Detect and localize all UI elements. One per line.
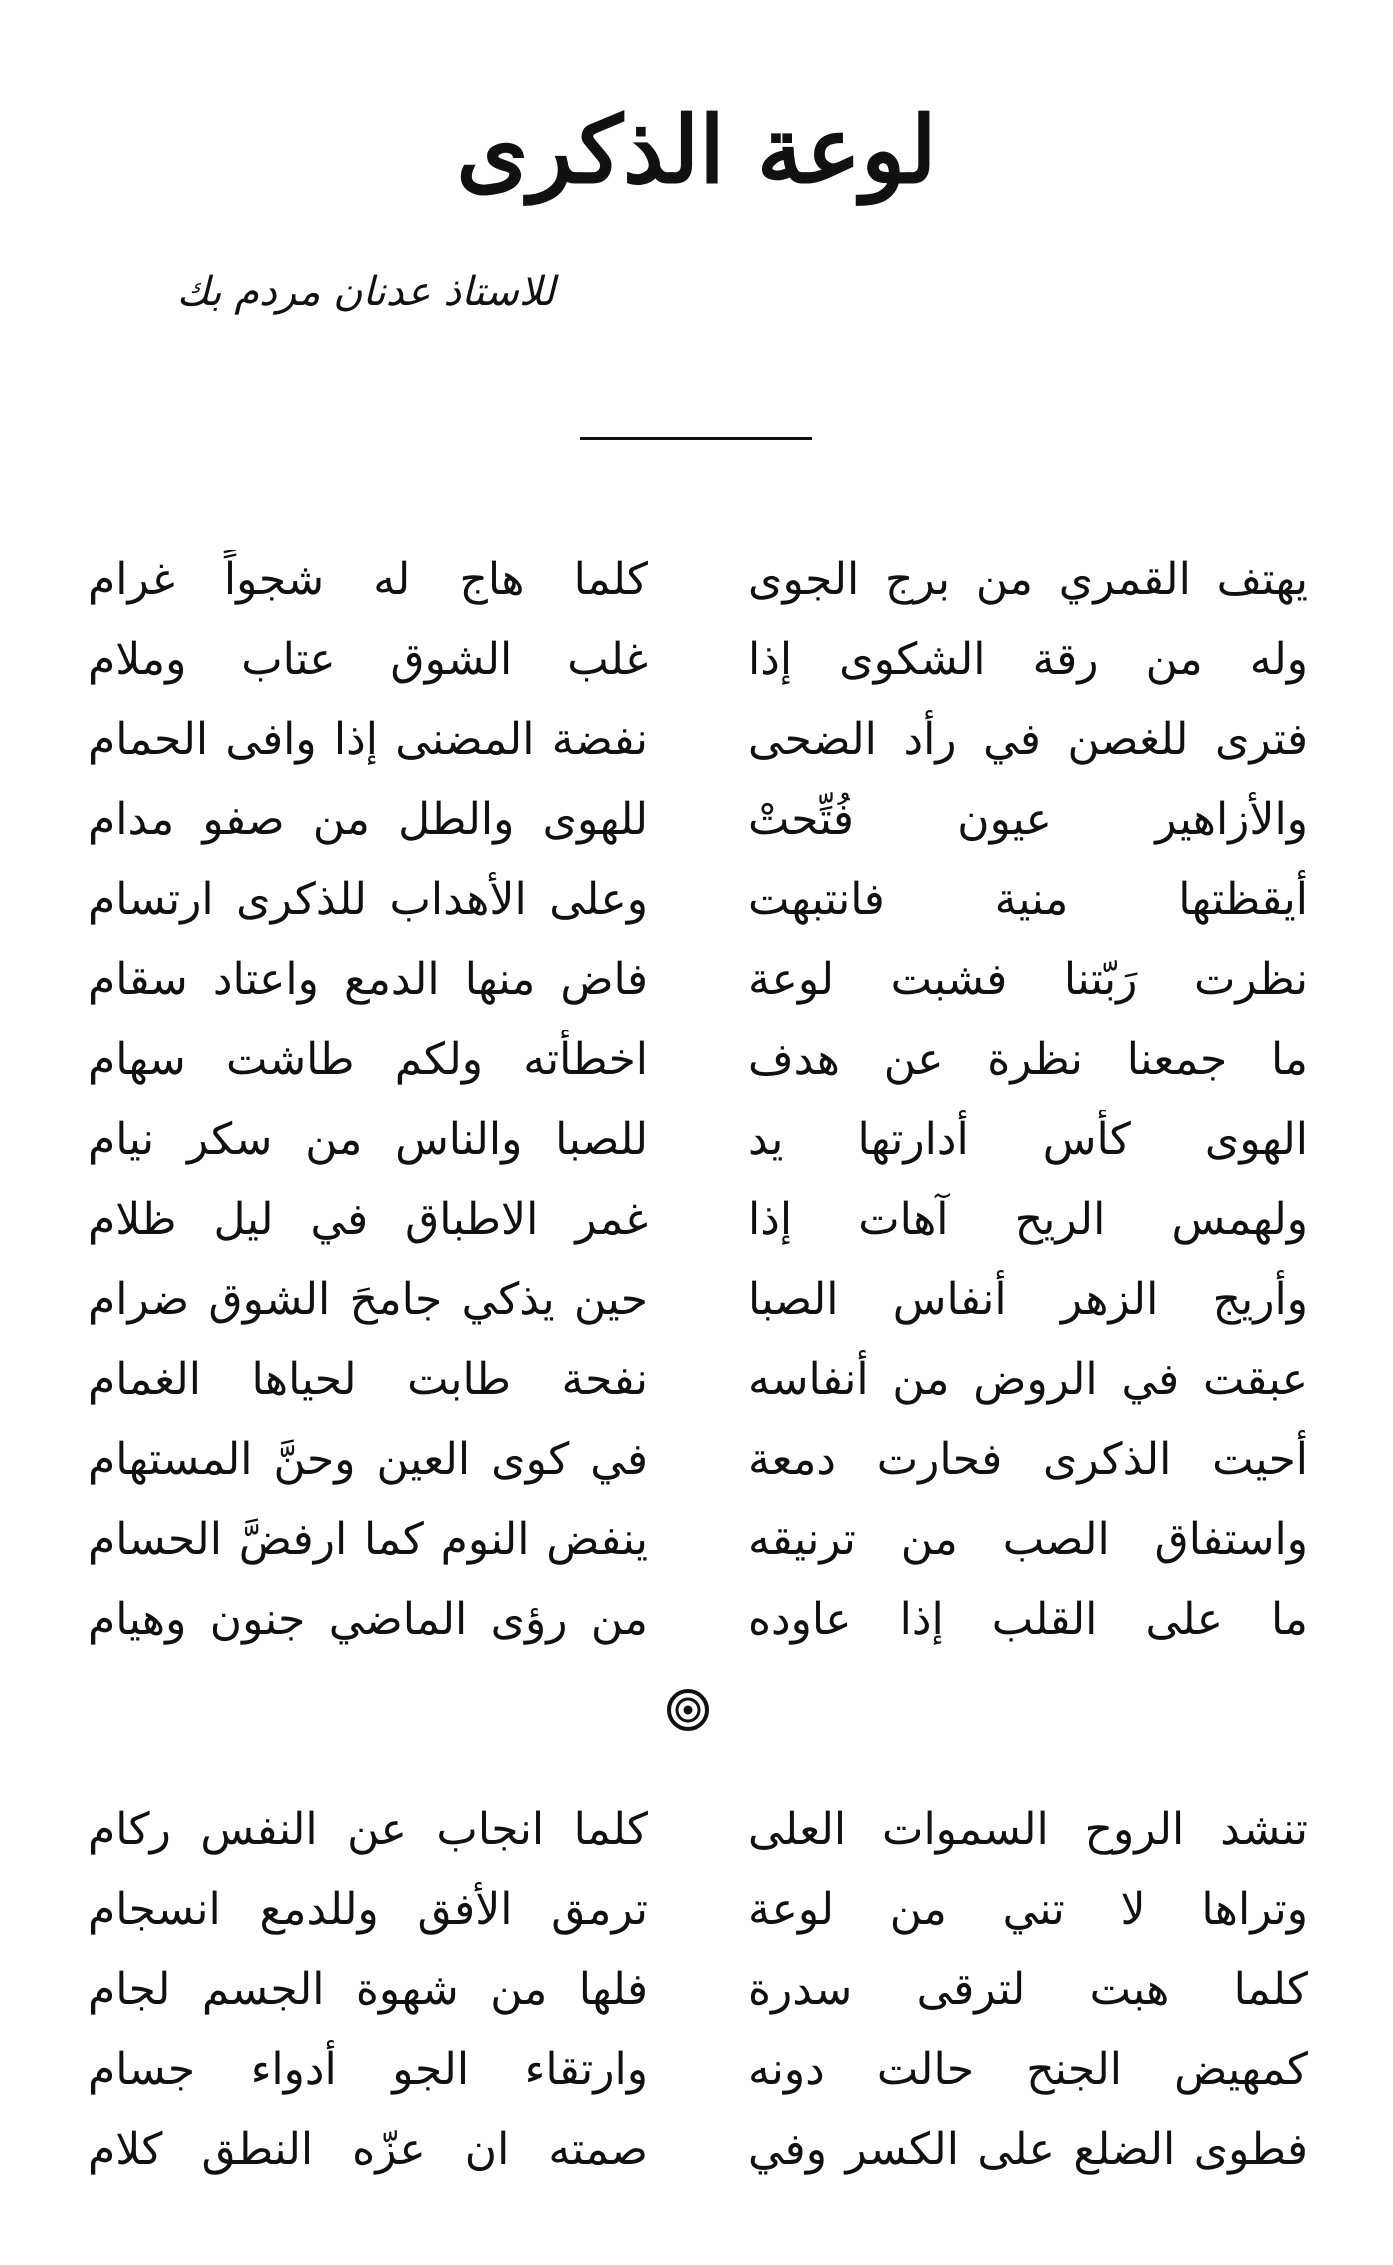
verse	[88, 2110, 1308, 2190]
verse-second-hemistich: نفحة طابت لحياها الغمام	[88, 1354, 648, 1405]
verse	[88, 1420, 1308, 1500]
verse	[88, 1500, 1308, 1580]
stanza-2	[88, 1790, 1308, 2190]
verse-second-hemistich: كلما هاج له شجواً غرام	[88, 554, 648, 605]
verse-first-hemistich: ولهمس الريح آهات إذا	[748, 1194, 1308, 1245]
verse-first-hemistich: يهتف القمري من برج الجوى	[748, 554, 1308, 605]
verse-second-hemistich: ينفض النوم كما ارفضَّ الحسام	[88, 1514, 648, 1565]
verse-second-hemistich: غمر الاطباق في ليل ظلام	[88, 1194, 648, 1245]
verse	[88, 1580, 1308, 1660]
verse-first-hemistich: الهوى كأس أدارتها يد	[748, 1114, 1308, 1165]
verse-first-hemistich: وله من رقة الشكوى إذا	[748, 634, 1308, 685]
title-divider-rule	[580, 437, 812, 440]
verse	[88, 1790, 1308, 1870]
verse-first-hemistich: نظرت رَبّتنا فشبت لوعة	[748, 954, 1308, 1005]
verse-second-hemistich: نفضة المضنى إذا وافى الحمام	[88, 714, 648, 765]
verse-second-hemistich: صمته ان عزّه النطق كلام	[88, 2124, 648, 2175]
verse	[88, 940, 1308, 1020]
verse-first-hemistich: تنشد الروح السموات العلى	[748, 1804, 1308, 1855]
verse-first-hemistich: كلما هبت لترقى سدرة	[748, 1964, 1308, 2015]
verse-first-hemistich: واستفاق الصب من ترنيقه	[748, 1514, 1308, 1565]
verse-first-hemistich: أحيت الذكرى فحارت دمعة	[748, 1434, 1308, 1485]
verse	[88, 1950, 1308, 2030]
verse-second-hemistich: وعلى الأهداب للذكرى ارتسام	[88, 874, 648, 925]
verse	[88, 860, 1308, 940]
verse-first-hemistich: عبقت في الروض من أنفاسه	[748, 1354, 1308, 1405]
poem-author: للاستاذ عدنان مردم بك	[176, 269, 555, 315]
stanza-divider-ornament-icon	[666, 1688, 710, 1732]
verse-second-hemistich: للصبا والناس من سكر نيام	[88, 1114, 648, 1165]
verse	[88, 1020, 1308, 1100]
verse-first-hemistich: فترى للغصن في رأد الضحى	[748, 714, 1308, 765]
verse	[88, 780, 1308, 860]
verse-second-hemistich: من رؤى الماضي جنون وهيام	[88, 1594, 648, 1645]
verse-second-hemistich: كلما انجاب عن النفس ركام	[88, 1804, 648, 1855]
verse-second-hemistich: فاض منها الدمع واعتاد سقام	[88, 954, 648, 1005]
verse-first-hemistich: وتراها لا تني من لوعة	[748, 1884, 1308, 1935]
verse	[88, 2030, 1308, 2110]
verse-first-hemistich: أيقظتها منية فانتبهت	[748, 874, 1308, 925]
verse-first-hemistich: كمهيض الجنح حالت دونه	[748, 2044, 1308, 2095]
verse-second-hemistich: للهوى والطل من صفو مدام	[88, 794, 648, 845]
verse-second-hemistich: اخطأته ولكم طاشت سهام	[88, 1034, 648, 1085]
verse-first-hemistich: فطوى الضلع على الكسر وفي	[748, 2124, 1308, 2175]
poem-title: لوعة الذكرى	[456, 96, 937, 204]
stanza-1	[88, 540, 1308, 1660]
verse-second-hemistich: ترمق الأفق وللدمع انسجام	[88, 1884, 648, 1935]
verse	[88, 1180, 1308, 1260]
verse	[88, 700, 1308, 780]
verse-second-hemistich: وارتقاء الجو أدواء جسام	[88, 2044, 648, 2095]
verse	[88, 1340, 1308, 1420]
verse-second-hemistich: فلها من شهوة الجسم لجام	[88, 1964, 648, 2015]
verse-first-hemistich: وأريج الزهر أنفاس الصبا	[748, 1274, 1308, 1325]
verse	[88, 620, 1308, 700]
verse-first-hemistich: ما على القلب إذا عاوده	[748, 1594, 1308, 1645]
verse	[88, 1260, 1308, 1340]
verse-second-hemistich: في كوى العين وحنَّ المستهام	[88, 1434, 648, 1485]
verse	[88, 540, 1308, 620]
verse-second-hemistich: غلب الشوق عتاب وملام	[88, 634, 648, 685]
verse-second-hemistich: حين يذكي جامحَ الشوق ضرام	[88, 1274, 648, 1325]
verse	[88, 1100, 1308, 1180]
verse	[88, 1870, 1308, 1950]
verse-first-hemistich: والأزاهير عيون فُتِّحتْ	[748, 794, 1308, 845]
verse-first-hemistich: ما جمعنا نظرة عن هدف	[748, 1034, 1308, 1085]
